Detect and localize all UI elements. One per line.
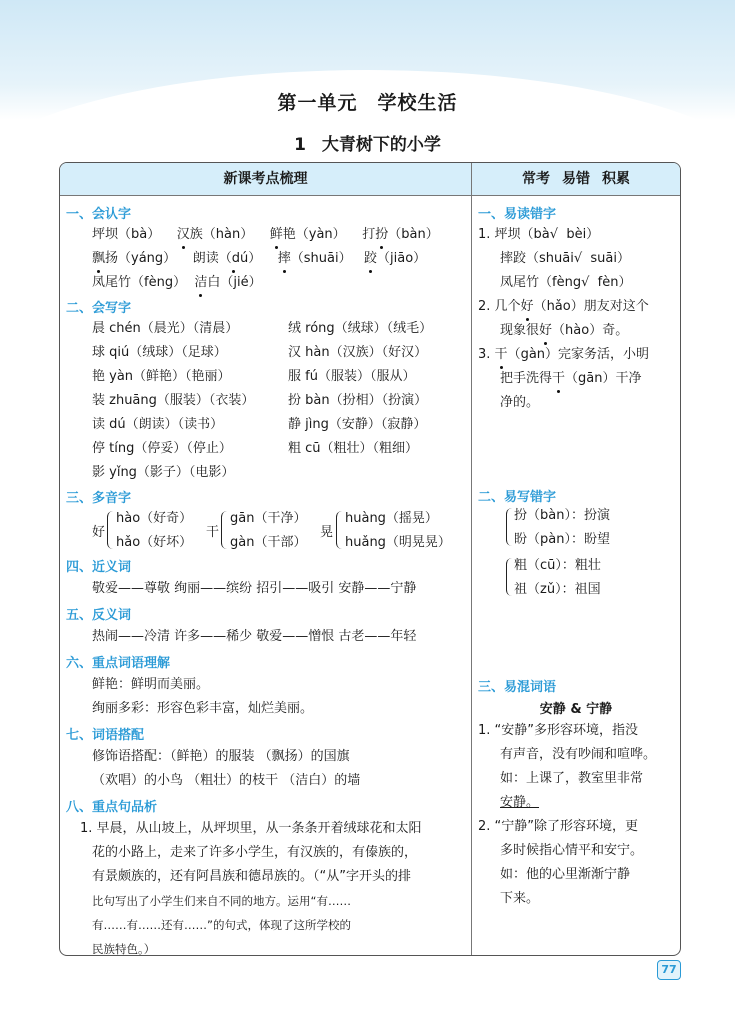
- content-table: 新课考点梳理 常考 易错 积累 一、会认字 坪坝（bà） 汉族（hàn） 鲜艳（yàn） 打扮（bàn） 飘扬（yáng） 朗读（dú） 摔（shuāi） 跤（jiāo） 凤尾竹（fèng） 洁白（jié） 二、会写字 晨 chén（晨光）（清晨） 绒 róng（绒球）（绒毛） 球 qiú（绒球）（足球） 汉 hàn（汉族）（好汉） 艳 yàn（鲜艳）（艳丽） 服 fú（服装）（服从） 装 zhuāng（服装）（衣装） 扮 bàn（扮相）（扮演） 读 dú（朗读）（读书） 静 jìng（安静）（寂静） 停 tíng（停妥）（停止） 粗 cū（粗壮）（粗细） 影 yǐng（影子）（电影） 三、多音字 好 hào（好奇） hǎo（好坏） 干 gān（干净） gàn（干部） 晃 huàng（摇晃） huǎng（明晃晃） 四、近义词 敬爱——尊敬 绚丽——缤纷 招引——吸引 安静——宁静 五、反义词 热闹——冷清 许多——稀少 敬爱——憎恨 古老——年轻 六、重点词语理解 鲜艳：鲜明而美丽。 绚丽多彩：形容色彩丰富，灿烂美丽。 七、词语搭配 修饰语搭配：（鲜艳）的服装 （飘扬）的国旗 （欢唱）的小鸟 （粗壮）的枝干 （洁白）的墙 八、重点句品析 1. 早晨，从山坡上，从坪坝里，从一条条开着绒球花和太阳 花的小路上，走来了许多小学生，有汉族的，有傣族的， 有景颇族的，还有阿昌族和德昂族的。（“从”字开头的排 比句写出了小学生们来自不同的地方。运用“有…… 有……有……还有……”的句式，体现了这所学校的 民族特色。） 一、易读错字 1. 坪坝（bà√ bèi） 摔跤（shuāi√ suāi） 凤尾竹（fèng√ fèn） 2. 几个好（hǎo）朋友对这个 现象很好（hào）奇。 3. 干（gàn）完家务活，小明 把手洗得干（gān）干净 净的。 二、易写错字 扮（bàn）：扮演 盼（pàn）：盼望 粗（cū）：粗壮 祖（zǔ）：祖国 三、易混词语 安静 & 宁静 1. “安静”多形容环境，指没 有声音，没有吵闹和喧哗。 如：上课了，教室里非常 安静。 2. “宁静”除了形容环境，更 多时候指心情平和安宁。 如：他的心里渐渐宁静 下来。: [59, 162, 681, 956]
- section-synonyms: 四、近义词: [66, 560, 132, 575]
- write-row-6a: 停 tíng（停妥）（停止）: [92, 441, 232, 456]
- right-header: 常考 易错 积累: [472, 163, 680, 196]
- recognize-line-3: 凤尾竹（fèng） 洁白（jié）: [92, 273, 262, 293]
- synonyms-line: 敬爱——尊敬 绚丽——缤纷 招引——吸引 安静——宁静: [92, 581, 417, 596]
- section-polyphone: 三、多音字: [66, 491, 132, 506]
- write-row-5b: 静 jìng（安静）（寂静）: [288, 417, 427, 432]
- section-antonyms: 五、反义词: [66, 608, 132, 623]
- collocation-line-2: （欢唱）的小鸟 （粗壮）的枝干 （洁白）的墙: [92, 773, 361, 788]
- sentence-line-4: 比句写出了小学生们来自不同的地方。运用“有……: [92, 894, 351, 908]
- misread-line-7: 把手洗得干（gān）干净: [500, 369, 642, 389]
- write-row-6b: 粗 cū（粗壮）（粗细）: [288, 441, 419, 456]
- confusing-line-1: 1. “安静”多形容环境，指没: [478, 723, 639, 738]
- confusing-line-4: 安静。: [500, 795, 540, 810]
- confusing-line-8: 下来。: [500, 891, 540, 906]
- collocation-line-1: 修饰语搭配：（鲜艳）的服装 （飘扬）的国旗: [92, 749, 350, 764]
- write-row-4a: 装 zhuāng（服装）（衣装）: [92, 393, 255, 408]
- section-miswrite: 二、易写错字: [478, 490, 557, 505]
- section-collocation: 七、词语搭配: [66, 728, 145, 743]
- sentence-line-2: 花的小路上，走来了许多小学生，有汉族的，有傣族的，: [92, 845, 418, 860]
- recognize-line-1: 坪坝（bà） 汉族（hàn） 鲜艳（yàn） 打扮（bàn）: [92, 225, 439, 245]
- antonyms-line: 热闹——冷清 许多——稀少 敬爱——憎恨 古老——年轻: [92, 629, 417, 644]
- confusing-line-6: 多时候指心情平和安宁。: [500, 843, 644, 858]
- left-header: 新课考点梳理: [60, 163, 471, 196]
- sentence-line-6: 民族特色。）: [92, 942, 156, 956]
- misread-line-1: 1. 坪坝（bà√ bèi）: [478, 227, 600, 242]
- write-row-5a: 读 dú（朗读）（读书）: [92, 417, 224, 432]
- recognize-line-2: 飘扬（yáng） 朗读（dú） 摔（shuāi） 跤（jiāo）: [92, 249, 426, 269]
- sentence-line-3: 有景颇族的，还有阿昌族和德昂族的。（“从”字开头的排: [92, 869, 411, 884]
- meaning-line-1: 鲜艳：鲜明而美丽。: [92, 677, 210, 692]
- section-write: 二、会写字: [66, 301, 132, 316]
- write-row-4b: 扮 bàn（扮相）（扮演）: [288, 393, 428, 408]
- confusing-line-7: 如：他的心里渐渐宁静: [500, 867, 631, 882]
- lesson-title: 1 大青树下的小学: [294, 135, 441, 155]
- section-misread: 一、易读错字: [478, 207, 557, 222]
- write-row-1b: 绒 róng（绒球）（绒毛）: [288, 321, 433, 336]
- write-row-3a: 艳 yàn（鲜艳）（艳丽）: [92, 369, 231, 384]
- write-row-7a: 影 yǐng（影子）（电影）: [92, 465, 235, 480]
- misread-line-8: 净的。: [500, 395, 540, 410]
- confusing-line-5: 2. “宁静”除了形容环境，更: [478, 819, 639, 834]
- misread-line-5: 现象很好（hào）奇。: [500, 321, 628, 341]
- unit-title: 第一单元 学校生活: [277, 92, 458, 114]
- meaning-line-2: 绚丽多彩：形容色彩丰富，灿烂美丽。: [92, 701, 314, 716]
- confusing-line-3: 如：上课了，教室里非常: [500, 771, 644, 786]
- confusing-title: 安静 & 宁静: [539, 702, 613, 717]
- column-divider: [471, 163, 472, 955]
- section-sentence-analysis: 八、重点句品析: [66, 800, 158, 815]
- confusing-line-2: 有声音，没有吵闹和喧哗。: [500, 747, 657, 762]
- section-recognize: 一、会认字: [66, 207, 132, 222]
- write-row-3b: 服 fú（服装）（服从）: [288, 369, 416, 384]
- section-confusing-words: 三、易混词语: [478, 680, 557, 695]
- misread-line-4: 2. 几个好（hǎo）朋友对这个: [478, 297, 649, 317]
- section-word-meaning: 六、重点词语理解: [66, 656, 171, 671]
- write-row-2a: 球 qiú（绒球）（足球）: [92, 345, 227, 360]
- misread-line-3: 凤尾竹（fèng√ fèn）: [500, 275, 632, 290]
- write-row-1a: 晨 chén（晨光）（清晨）: [92, 321, 239, 336]
- page-number: 77: [657, 960, 681, 980]
- write-row-2b: 汉 hàn（汉族）（好汉）: [288, 345, 428, 360]
- sentence-line-1: 1. 早晨，从山坡上，从坪坝里，从一条条开着绒球花和太阳: [80, 821, 422, 836]
- misread-line-2: 摔跤（shuāi√ suāi）: [500, 251, 630, 266]
- misread-line-6: 3. 干（gàn）完家务活，小明: [478, 345, 649, 365]
- sentence-line-5: 有……有……还有……”的句式，体现了这所学校的: [92, 918, 351, 932]
